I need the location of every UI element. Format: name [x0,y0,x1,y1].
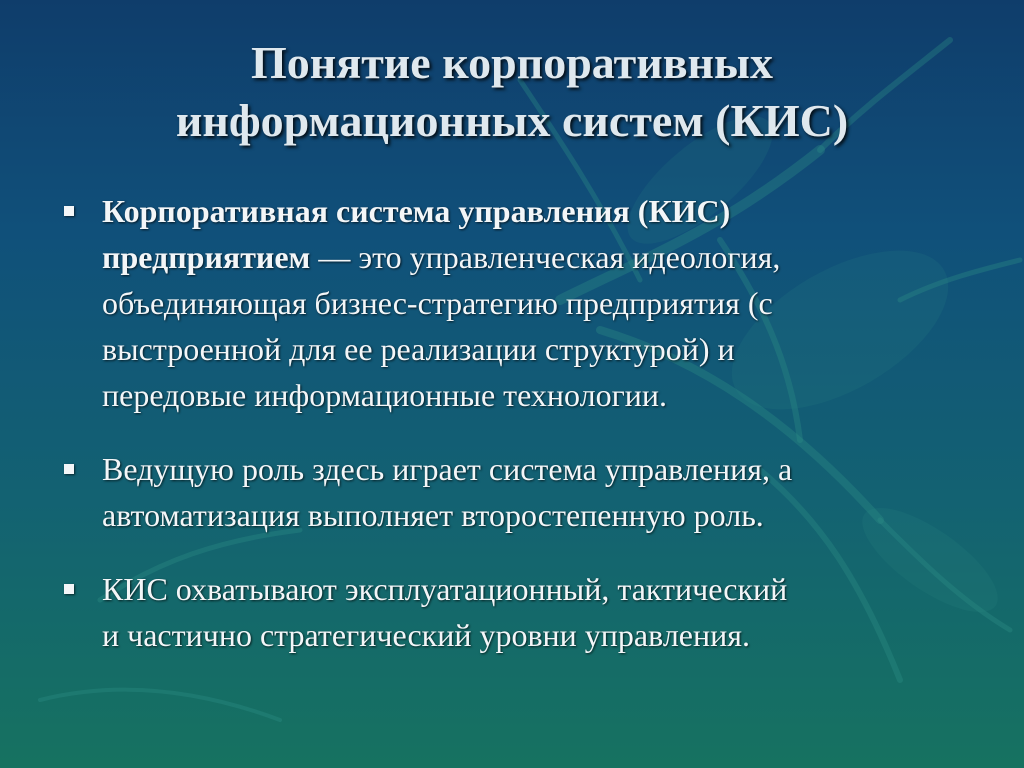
bullet-item-leading-role [60,446,980,538]
bullet-text-line-2-rest: — это управленческая идеология, [310,239,781,275]
bullet-text-line-1: КИС охватывают эксплуатационный, тактический [102,571,788,607]
square-bullet-icon [64,584,74,594]
bullet-text-bold-term: предприятием [102,239,311,275]
slide-title-line-2: информационных систем (КИС) [175,95,849,146]
square-bullet-icon [64,464,74,474]
slide-title-line-1: Понятие корпоративных [251,37,773,88]
bullet-text-line-5: передовые информационные технологии. [102,377,667,413]
slide-title [40,34,984,150]
bullet-item-definition [60,188,980,418]
bullet-text-line-4: выстроенной для ее реализации структурой) и [102,331,735,367]
bullet-text-line-3: объединяющая бизнес-стратегию предприятия (с [102,285,773,321]
bullet-text-line-1: Ведущую роль здесь играет система управления, а [102,451,793,487]
bullet-text-line-2 [102,234,980,280]
bullet-item-levels [60,566,980,658]
bullet-text-line-2: автоматизация выполняет второстепенную роль. [102,497,764,533]
bullet-text-bold-line-1: Корпоративная система управления (КИС) [102,193,731,229]
bullet-list [60,188,980,658]
square-bullet-icon [64,206,74,216]
bullet-text-line-2: и частично стратегический уровни управления. [102,617,750,653]
